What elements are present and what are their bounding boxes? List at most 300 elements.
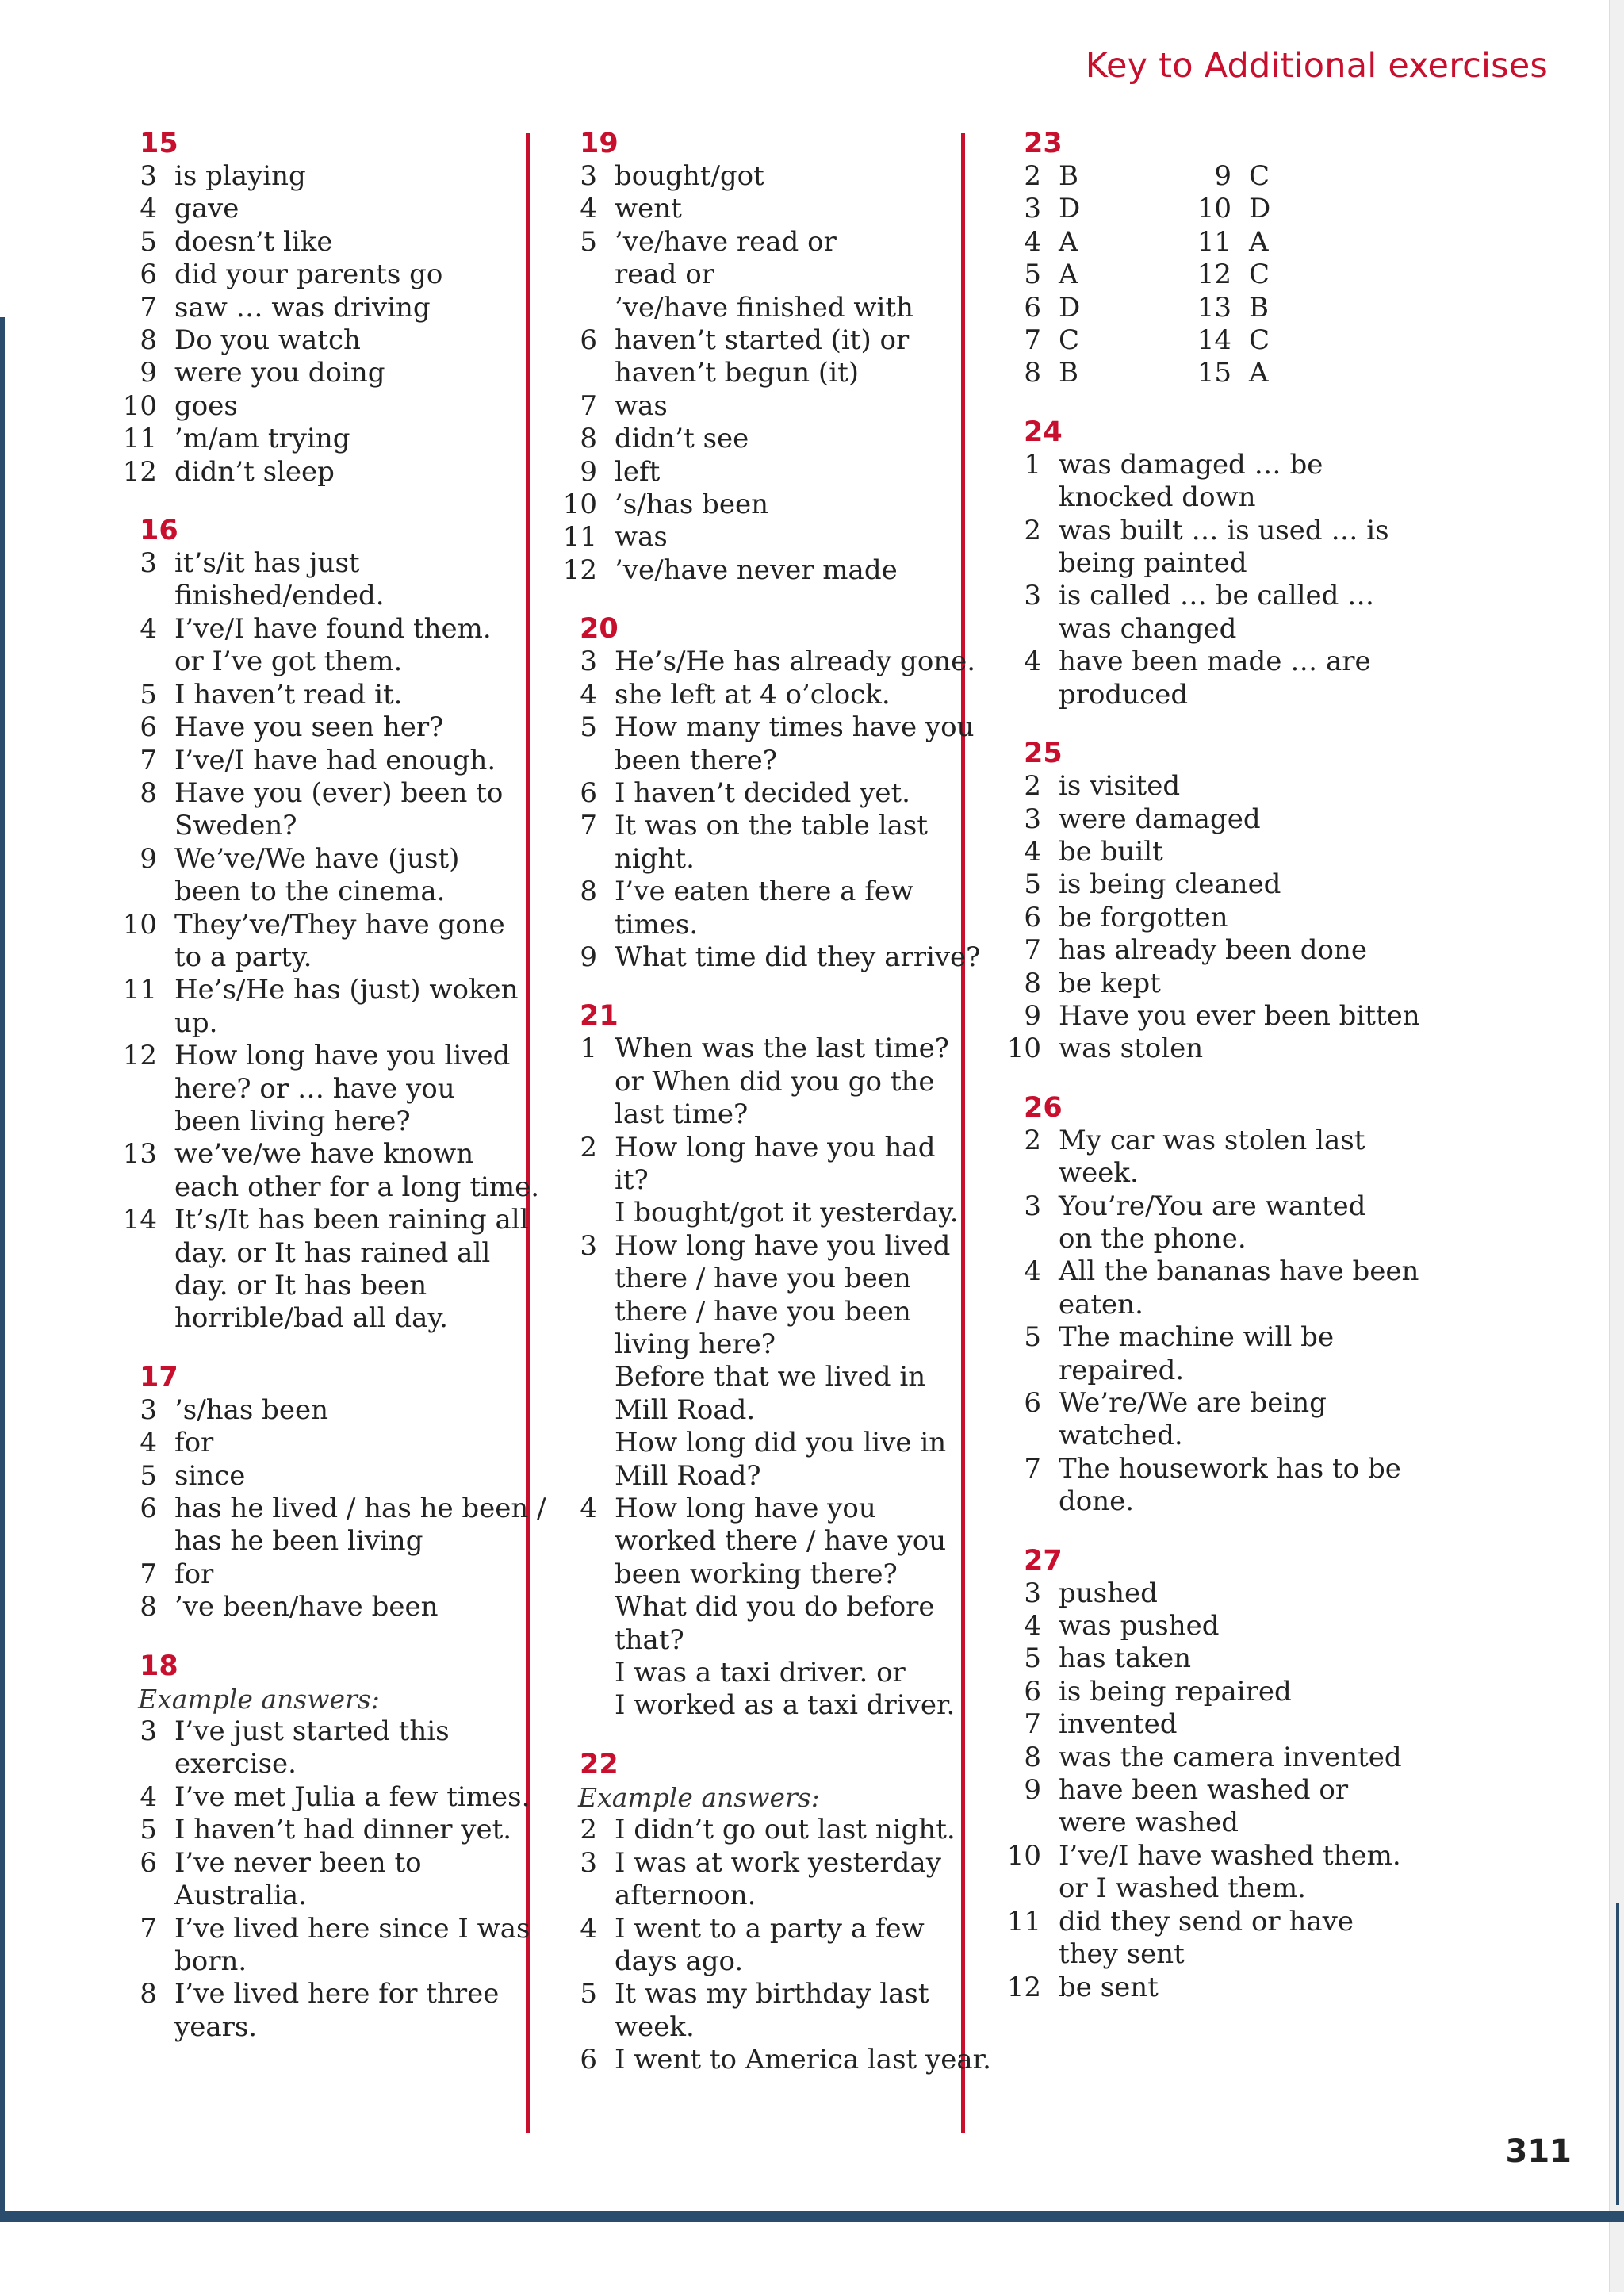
answer-column-3 <box>1003 127 1420 2029</box>
answer-line: B <box>1059 160 1078 192</box>
exercise-number: 19 <box>580 128 619 159</box>
answer-line: What did you do before <box>615 1591 935 1623</box>
answer-column-2 <box>559 127 991 2102</box>
answer-line: did they send or have <box>1059 1905 1354 1937</box>
answer-line: to a party. <box>174 941 312 973</box>
answer-text <box>1059 1742 1415 1774</box>
answer-line: You’re/You are wanted <box>1059 1190 1366 1222</box>
answer-item <box>1003 1972 1415 2004</box>
answer-number: 7 <box>1024 1708 1041 1741</box>
answer-number: 8 <box>1024 357 1041 389</box>
answer-line: or When did you go the <box>615 1065 935 1098</box>
answer-number: 9 <box>1024 1774 1041 1807</box>
answer-line: I bought/got it yesterday. <box>615 1197 959 1229</box>
answer-line: I’ve just started this <box>174 1715 450 1748</box>
answer-number: 11 <box>122 423 157 455</box>
answer-number: 2 <box>580 1131 597 1163</box>
page-number: 311 <box>1505 2133 1572 2170</box>
answer-text <box>615 1814 971 1846</box>
answer-item <box>119 613 515 679</box>
answer-text <box>615 1033 971 1131</box>
answer-line: has he lived / has he been / <box>174 1493 546 1525</box>
answer-text <box>1249 357 1384 389</box>
answer-line: It’s/It has been raining all <box>174 1204 529 1236</box>
answer-number: 7 <box>1024 324 1041 357</box>
answer-item <box>1003 1642 1415 1675</box>
answer-text <box>174 1591 515 1623</box>
answer-text <box>1059 1642 1415 1675</box>
answer-item <box>119 292 515 324</box>
answer-number: 6 <box>1024 1387 1041 1419</box>
answer-line: He’s/He has already gone. <box>615 646 976 678</box>
answer-line: I haven’t decided yet. <box>615 776 910 809</box>
answer-line: be kept <box>1059 967 1161 999</box>
answer-item <box>559 1132 971 1230</box>
answer-item <box>1003 1321 1415 1387</box>
answer-line: been there? <box>615 744 777 776</box>
answer-number: 5 <box>140 1459 157 1492</box>
answer-line: there / have you been <box>615 1263 911 1295</box>
answer-number: 11 <box>1006 1905 1041 1937</box>
answer-text <box>1059 1840 1415 1906</box>
answer-number: 7 <box>1024 934 1041 967</box>
answer-item <box>119 456 515 489</box>
answer-line: My car was stolen last <box>1059 1124 1365 1156</box>
answer-item <box>1003 1708 1415 1741</box>
answer-line: ’ve/have finished with <box>615 291 914 324</box>
answer-number: 3 <box>1024 1190 1041 1222</box>
answer-item <box>1003 1610 1415 1642</box>
answer-item <box>559 1230 971 1493</box>
answer-line: has he been living <box>174 1525 423 1558</box>
answer-text <box>174 423 515 455</box>
answer-item <box>119 1394 515 1427</box>
answer-line: We’re/We are being <box>1059 1387 1327 1419</box>
answer-item <box>119 1204 529 1336</box>
answer-line: since <box>174 1459 246 1492</box>
answer-item <box>119 324 515 357</box>
answer-number: 14 <box>1197 324 1231 357</box>
exercise-section-18 <box>119 1650 530 2044</box>
answer-item <box>559 423 971 455</box>
right-edge-mark <box>1616 1903 1619 2205</box>
answer-text <box>1059 1033 1415 1065</box>
answer-line: How long have you lived <box>174 1040 511 1072</box>
answer-number: 4 <box>140 1427 157 1459</box>
answer-item <box>1193 324 1384 357</box>
answer-item <box>559 193 971 225</box>
answer-text <box>1059 968 1415 1000</box>
answer-line: D <box>1059 193 1081 225</box>
answer-line: last time? <box>615 1098 749 1131</box>
answer-line: is visited <box>1059 770 1181 803</box>
answer-number: 2 <box>1024 160 1041 192</box>
answer-line: each other for a long time. <box>174 1171 540 1203</box>
answer-number: 7 <box>140 291 157 324</box>
answer-number: 3 <box>580 160 597 192</box>
answer-item <box>119 1591 515 1623</box>
answer-line: been working there? <box>615 1558 898 1590</box>
exercise-section-20 <box>559 612 981 974</box>
answer-number: 10 <box>1197 193 1231 225</box>
exercise-number: 27 <box>1024 1544 1063 1577</box>
answer-line: haven’t started (it) or <box>615 324 910 357</box>
answer-line: A <box>1249 225 1269 258</box>
answer-line: I went to a party a few <box>615 1912 925 1945</box>
answer-line: produced <box>1059 678 1189 711</box>
answer-line: What time did they arrive? <box>615 941 981 973</box>
answer-text <box>1059 902 1415 934</box>
answer-text <box>174 1781 530 1814</box>
answer-text <box>615 489 971 521</box>
answer-line: haven’t begun (it) <box>615 357 859 389</box>
answer-line: went <box>615 193 682 225</box>
answer-line: be built <box>1059 835 1163 868</box>
answer-number: 8 <box>140 324 157 357</box>
answer-item <box>119 1978 515 2044</box>
answer-text <box>1059 1255 1419 1321</box>
answer-text <box>174 160 515 193</box>
answer-item <box>1003 1255 1419 1321</box>
answer-text <box>615 1978 971 2044</box>
answer-line: A <box>1249 357 1269 389</box>
answer-number: 6 <box>140 1846 157 1879</box>
answer-text <box>615 679 971 711</box>
answer-line: ’ve/have never made <box>615 554 898 586</box>
answer-item <box>119 1715 515 1781</box>
answer-item <box>559 1033 971 1131</box>
answer-text <box>615 521 971 554</box>
answer-line: has already been done <box>1059 934 1367 967</box>
exercise-number: 24 <box>1024 416 1063 448</box>
column-divider-1 <box>526 133 530 2133</box>
answer-line: being painted <box>1059 547 1247 580</box>
answer-item <box>559 876 971 941</box>
answer-number: 4 <box>140 1780 157 1813</box>
answer-line: I haven’t had dinner yet. <box>174 1814 512 1846</box>
answer-line: I was a taxi driver. or <box>615 1657 906 1689</box>
answer-line: has taken <box>1059 1642 1191 1675</box>
answer-number: 5 <box>140 1814 157 1846</box>
answer-line: they sent <box>1059 1938 1185 1971</box>
answer-text <box>1059 1676 1415 1708</box>
answer-line: did your parents go <box>174 259 443 291</box>
answer-line: Mill Road. <box>615 1393 756 1426</box>
answer-line: ’ve/have read or <box>615 225 837 258</box>
answer-text <box>174 974 519 1040</box>
answer-item <box>1003 968 1415 1000</box>
answer-line: was <box>615 521 668 554</box>
answer-number: 6 <box>140 259 157 291</box>
answer-item <box>119 193 515 225</box>
answer-number: 8 <box>140 1591 157 1623</box>
exercise-section-21 <box>559 999 971 1723</box>
answer-item <box>1193 193 1384 225</box>
answer-line: be forgotten <box>1059 901 1228 933</box>
answer-text <box>1249 193 1384 225</box>
answer-number: 5 <box>580 225 597 258</box>
answer-line: D <box>1059 291 1081 324</box>
answer-number: 3 <box>580 1229 597 1262</box>
answer-number: 3 <box>140 1393 157 1426</box>
answer-number: 9 <box>580 941 597 973</box>
answer-line: were washed <box>1059 1807 1239 1839</box>
answer-text <box>1059 1610 1415 1642</box>
answer-number: 7 <box>580 389 597 422</box>
answer-number: 11 <box>122 974 157 1006</box>
answer-line: goes <box>174 389 238 422</box>
answer-line: D <box>1249 193 1271 225</box>
answer-number: 12 <box>122 1040 157 1072</box>
answer-text <box>1249 324 1384 357</box>
answer-line: was changed <box>1059 612 1237 645</box>
answer-text <box>174 456 515 489</box>
answer-item <box>1003 580 1415 646</box>
answer-text <box>174 1814 515 1846</box>
answer-line: it’s/it has just <box>174 547 360 580</box>
answer-text <box>615 1847 971 1913</box>
answer-line: When was the last time? <box>615 1033 949 1065</box>
answer-item <box>1003 357 1193 389</box>
answer-item <box>119 1780 530 1814</box>
answer-line: Have you (ever) been to <box>174 776 504 809</box>
answer-text <box>615 390 971 423</box>
answer-item <box>1003 646 1415 711</box>
answer-line: or I’ve got them. <box>174 646 403 678</box>
answer-text <box>1059 1125 1415 1190</box>
answer-item <box>119 547 515 613</box>
answer-item <box>119 1427 515 1459</box>
answer-item <box>1193 259 1384 291</box>
answer-text <box>1059 259 1193 291</box>
answer-line: days ago. <box>615 1945 744 1977</box>
answer-item <box>1003 292 1193 324</box>
exercise-number: 26 <box>1024 1091 1063 1124</box>
answer-number: 9 <box>140 842 157 875</box>
answer-text <box>1059 868 1415 901</box>
exercise-number: 18 <box>140 1650 178 1682</box>
answer-line: I’ve lived here for three <box>174 1978 500 2010</box>
answer-line: Have you ever been bitten <box>1059 999 1420 1032</box>
answer-item <box>559 1493 971 1723</box>
answer-number: 4 <box>580 1493 597 1525</box>
page-header-title: Key to Additional exercises <box>1085 46 1548 86</box>
answer-line: were damaged <box>1059 803 1261 835</box>
answer-line: born. <box>174 1945 247 1977</box>
answer-line: was pushed <box>1059 1610 1220 1642</box>
answer-item <box>119 1460 515 1493</box>
answer-number: 4 <box>140 193 157 225</box>
answer-text <box>1059 646 1415 711</box>
answer-item <box>1003 515 1415 581</box>
answer-text <box>174 711 515 744</box>
exercise-number: 23 <box>1024 128 1063 159</box>
answer-line: been living here? <box>174 1105 411 1137</box>
answer-text <box>174 1558 515 1591</box>
answer-line: invented <box>1059 1708 1178 1741</box>
answer-text <box>1059 226 1193 259</box>
answer-line: there / have you been <box>615 1295 911 1328</box>
answer-line: be sent <box>1059 1971 1159 2003</box>
answer-item <box>559 554 971 587</box>
answer-text <box>174 226 515 259</box>
exercise-section-27 <box>1003 1544 1415 2004</box>
answer-item <box>119 226 515 259</box>
answer-item <box>1003 934 1415 967</box>
answer-text <box>174 613 515 679</box>
answer-item <box>559 810 971 876</box>
answer-line: ’m/am trying <box>174 423 350 455</box>
answer-line: she left at 4 o’clock. <box>615 678 891 711</box>
answer-grid-column <box>1003 160 1193 390</box>
answer-text <box>615 554 971 587</box>
answer-line: I haven’t read it. <box>174 678 403 711</box>
answer-number: 13 <box>122 1138 157 1171</box>
answer-number: 3 <box>580 646 597 678</box>
answer-item <box>559 646 976 678</box>
answer-text <box>174 1715 515 1781</box>
answer-number: 10 <box>562 489 597 521</box>
answer-number: 8 <box>1024 1741 1041 1773</box>
answer-text <box>1249 226 1384 259</box>
answer-text <box>174 745 515 777</box>
answer-item <box>119 974 519 1040</box>
answer-line: Mill Road? <box>615 1459 761 1492</box>
answer-number: 6 <box>580 324 597 357</box>
answer-number: 5 <box>140 225 157 258</box>
answer-line: I’ve/I have had enough. <box>174 744 496 776</box>
answer-number: 4 <box>1024 1610 1041 1642</box>
answer-number: 4 <box>1024 1255 1041 1288</box>
answer-number: 10 <box>1006 1839 1041 1872</box>
answer-number: 4 <box>1024 646 1041 678</box>
answer-number: 6 <box>140 711 157 744</box>
answer-number: 6 <box>1024 291 1041 324</box>
answer-number: 15 <box>1197 357 1231 389</box>
answer-line: I’ve lived here since I was <box>174 1912 530 1945</box>
answer-item <box>1003 324 1193 357</box>
answer-number: 8 <box>140 1978 157 2010</box>
answer-item <box>559 1978 971 2044</box>
answer-number: 6 <box>1024 901 1041 933</box>
answer-number: 14 <box>122 1204 157 1236</box>
answer-line: ’ve been/have been <box>174 1591 439 1623</box>
answer-line: Do you watch <box>174 324 361 357</box>
answer-line: saw … was driving <box>174 291 431 324</box>
answer-number: 9 <box>1024 999 1041 1032</box>
answer-line: The housework has to be <box>1059 1452 1401 1485</box>
answer-number: 3 <box>140 547 157 580</box>
answer-line: have been washed or <box>1059 1774 1349 1807</box>
answer-line: Australia. <box>174 1880 307 1912</box>
answer-item <box>1003 1906 1415 1972</box>
answer-grid-column <box>1193 160 1384 390</box>
answer-text <box>1059 515 1415 581</box>
answer-text <box>615 226 971 324</box>
answer-number: 3 <box>1024 193 1041 225</box>
answer-line: read or <box>615 259 714 291</box>
answer-number: 11 <box>1197 225 1231 258</box>
answer-number: 10 <box>122 908 157 941</box>
answer-text <box>615 876 971 941</box>
answer-item <box>1003 1742 1415 1774</box>
answer-text <box>615 456 971 489</box>
answer-item <box>119 1138 540 1204</box>
answer-item <box>1003 193 1193 225</box>
answer-item <box>1003 1840 1415 1906</box>
answer-number: 13 <box>1197 291 1231 324</box>
answer-number: 5 <box>580 1978 597 2010</box>
answer-number: 9 <box>140 357 157 389</box>
answer-line: living here? <box>615 1328 776 1360</box>
answer-number: 7 <box>1024 1452 1041 1485</box>
answer-number: 4 <box>140 612 157 645</box>
answer-text <box>174 1040 515 1138</box>
answer-text <box>174 777 515 843</box>
answer-line: Have you seen her? <box>174 711 444 744</box>
answer-item <box>119 1493 546 1558</box>
answer-line: It was my birthday last <box>615 1978 929 2010</box>
answer-line: for <box>174 1427 214 1459</box>
answer-text <box>1059 1906 1415 1972</box>
answer-text <box>1249 292 1384 324</box>
answer-line: ’s/has been <box>174 1393 329 1426</box>
answer-line: How long have you had <box>615 1131 936 1163</box>
answer-item <box>119 390 515 423</box>
answer-item <box>1003 226 1193 259</box>
example-answers-label: Example answers: <box>138 1683 380 1715</box>
answer-text <box>174 259 515 291</box>
answer-text <box>1059 160 1193 193</box>
exercise-section-22 <box>559 1748 991 2077</box>
answer-text <box>615 1493 971 1723</box>
answer-text <box>174 679 515 711</box>
answer-number: 4 <box>580 1912 597 1945</box>
answer-item <box>1003 449 1415 515</box>
answer-item <box>559 941 981 974</box>
answer-line: didn’t sleep <box>174 455 335 488</box>
answer-line: afternoon. <box>615 1880 756 1912</box>
answer-line: Sweden? <box>174 810 297 842</box>
answer-text <box>615 324 971 390</box>
answer-text <box>174 547 515 613</box>
answer-number: 8 <box>140 776 157 809</box>
answer-line: for <box>174 1558 214 1590</box>
answer-text <box>174 909 515 975</box>
answer-item <box>119 909 515 975</box>
exercise-section-24 <box>1003 416 1415 711</box>
answer-item <box>119 357 515 389</box>
answer-line: horrible/bad all day. <box>174 1302 448 1335</box>
answer-number: 7 <box>580 810 597 842</box>
answer-line: All the bananas have been <box>1059 1255 1419 1288</box>
answer-item <box>559 489 971 521</box>
answer-line: C <box>1059 324 1080 357</box>
exercise-section-23 <box>1003 127 1415 390</box>
answer-item <box>1003 1676 1415 1708</box>
answer-line: How many times have you <box>615 711 975 744</box>
answer-number: 10 <box>1006 1033 1041 1065</box>
answer-item <box>559 456 971 489</box>
answer-number: 2 <box>1024 514 1041 546</box>
answer-line: He’s/He has (just) woken <box>174 974 519 1006</box>
answer-line: is called … be called … <box>1059 580 1375 612</box>
answer-text <box>615 193 971 225</box>
answer-number: 2 <box>1024 770 1041 803</box>
answer-line: I went to America last year. <box>615 2044 991 2076</box>
answer-number: 5 <box>1024 868 1041 901</box>
answer-number: 6 <box>580 776 597 809</box>
